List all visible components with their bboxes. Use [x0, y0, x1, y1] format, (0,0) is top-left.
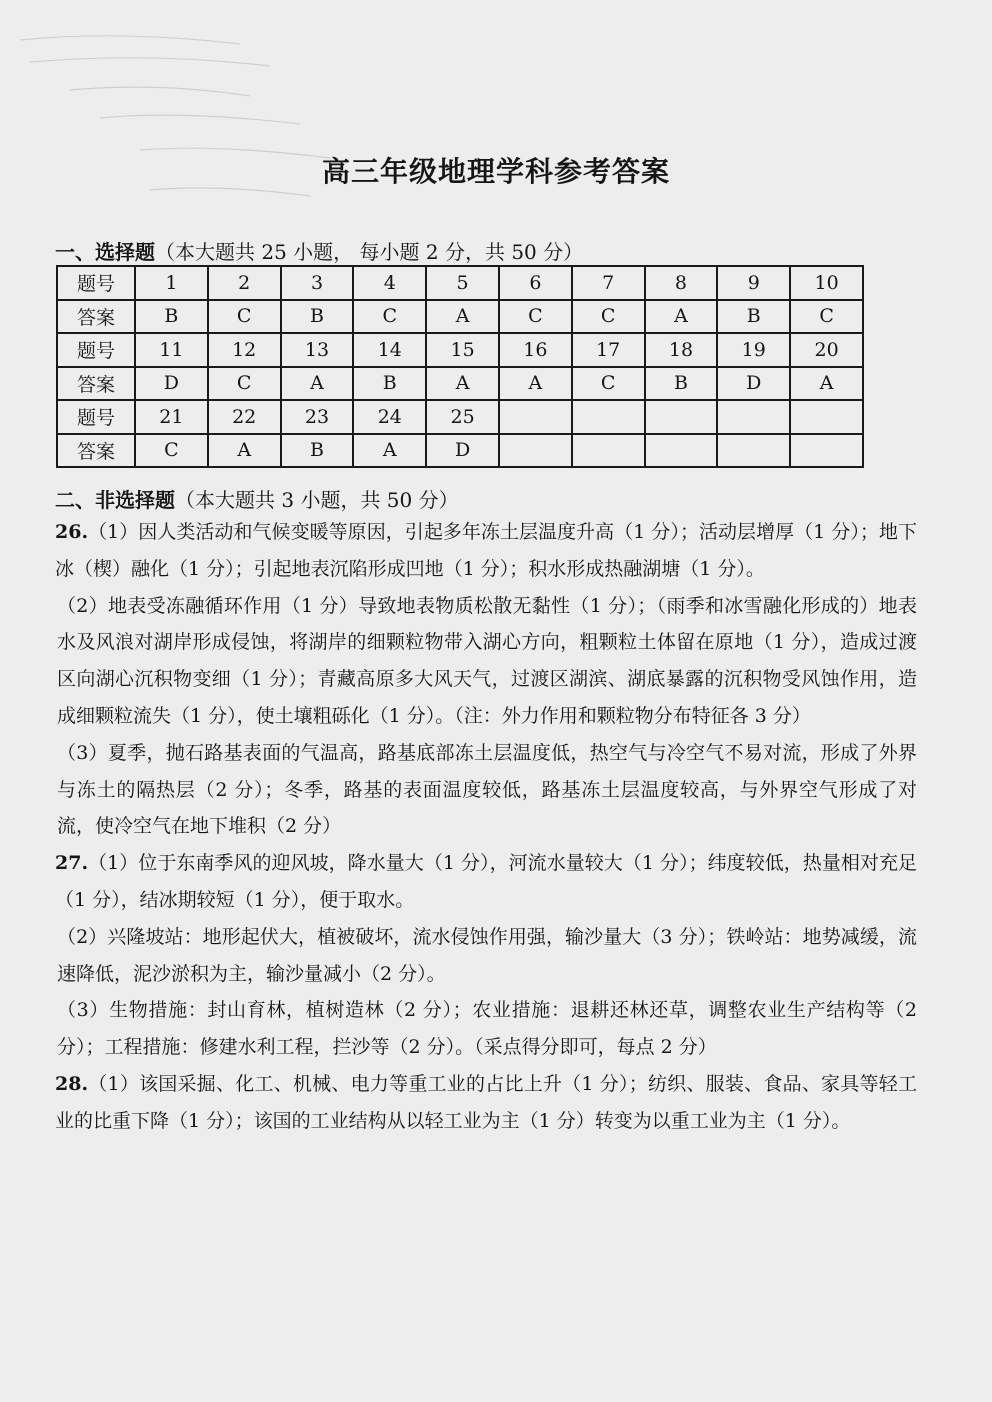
answer-cell: A — [426, 367, 499, 401]
answer-cell: D — [717, 367, 790, 401]
answer-cell: A — [281, 367, 354, 401]
question-number-cell: 18 — [645, 333, 718, 367]
question-number-cell: 13 — [281, 333, 354, 367]
answer-cell: A — [426, 300, 499, 334]
open-answers — [55, 514, 917, 1140]
question-number-cell: 23 — [281, 400, 354, 434]
answer-cell — [499, 434, 572, 468]
row-label-answer: 答案 — [57, 434, 135, 468]
question-number-cell: 25 — [426, 400, 499, 434]
answer-cell: A — [353, 434, 426, 468]
answer-cell: C — [790, 300, 863, 334]
answer-cell: C — [353, 300, 426, 334]
answer-cell: B — [281, 434, 354, 468]
question-number-row — [57, 266, 863, 300]
answer-cell — [572, 434, 645, 468]
row-label-answer: 答案 — [57, 300, 135, 334]
answer-text: （1）该国采掘、化工、机械、电力等重工业的占比上升（1 分）；纺织、服装、食品、家具等轻工业的比重下降（1 分）；该国的工业结构从以轻工业为主（1 分）转变为以重工业为主（1 分）。 — [55, 1072, 917, 1132]
section-heading-label: 一、选择题 — [55, 240, 155, 264]
answer-cell: C — [499, 300, 572, 334]
section-heading-note: （本大题共 3 小题，共 50 分） — [175, 488, 459, 512]
question-number: 26. — [55, 521, 89, 543]
question-number-cell — [499, 400, 572, 434]
question-number-cell: 20 — [790, 333, 863, 367]
answer-28-part1 — [55, 1066, 917, 1140]
row-label-number: 题号 — [57, 266, 135, 300]
question-number-cell: 4 — [353, 266, 426, 300]
answer-cell: C — [572, 367, 645, 401]
answer-cell: B — [353, 367, 426, 401]
answer-cell: B — [135, 300, 208, 334]
question-number-cell: 11 — [135, 333, 208, 367]
page-title: 高三年级地理学科参考答案 — [321, 155, 670, 188]
question-number-cell — [572, 400, 645, 434]
question-number-cell: 8 — [645, 266, 718, 300]
answer-cell: C — [572, 300, 645, 334]
question-number-cell: 17 — [572, 333, 645, 367]
answer-cell: B — [717, 300, 790, 334]
answer-cell: D — [426, 434, 499, 468]
question-number-cell: 14 — [353, 333, 426, 367]
answer-cell: A — [499, 367, 572, 401]
answer-cell: B — [645, 367, 718, 401]
question-number-cell: 21 — [135, 400, 208, 434]
row-label-answer: 答案 — [57, 367, 135, 401]
question-number-cell: 6 — [499, 266, 572, 300]
answer-cell: C — [135, 434, 208, 468]
question-number-cell: 1 — [135, 266, 208, 300]
section-heading-choice — [55, 236, 583, 265]
answer-26-part3: （3）夏季，抛石路基表面的气温高，路基底部冻土层温度低，热空气与冷空气不易对流，形成了外界与冻土的隔热层（2 分）；冬季，路基的表面温度较低，路基冻土层温度较高，与外界空气形成了对流，使冷空气在地下堆积（2 分） — [57, 741, 917, 838]
question-number-row — [57, 400, 863, 434]
question-number-cell: 2 — [208, 266, 281, 300]
answer-cell — [717, 434, 790, 468]
answer-cell — [790, 434, 863, 468]
row-label-number: 题号 — [57, 400, 135, 434]
question-number-cell: 10 — [790, 266, 863, 300]
answer-cell: A — [645, 300, 718, 334]
answer-table — [56, 265, 864, 468]
answer-text: （1）因人类活动和气候变暖等原因，引起多年冻土层温度升高（1 分）；活动层增厚（1 分）；地下冰（楔）融化（1 分）；引起地表沉陷形成凹地（1 分）；积水形成热融湖塘（1 分）。 — [55, 521, 917, 580]
answer-27-part3: （3）生物措施：封山育林，植树造林（2 分）；农业措施：退耕还林还草，调整农业生产结构等（2 分）；工程措施：修建水利工程，拦沙等（2 分）。（采点得分即可，每点 2 分） — [57, 999, 917, 1059]
answer-cell: A — [790, 367, 863, 401]
answer-cell: C — [208, 367, 281, 401]
question-number-cell: 3 — [281, 266, 354, 300]
answer-table-body — [57, 266, 863, 467]
section-heading-label: 二、非选择题 — [55, 488, 175, 512]
section-heading-open — [55, 484, 459, 513]
faint-background-marks — [0, 0, 360, 240]
question-number-row — [57, 333, 863, 367]
answer-cell: D — [135, 367, 208, 401]
answer-cell: A — [208, 434, 281, 468]
answer-27-part2: （2）兴隆坡站：地形起伏大，植被破坏，流水侵蚀作用强，输沙量大（3 分）；铁岭站：地势减缓，流速降低，泥沙淤积为主，输沙量减小（2 分）。 — [57, 925, 917, 985]
answer-26-part1 — [55, 514, 917, 588]
question-number-cell: 24 — [353, 400, 426, 434]
question-number-cell: 5 — [426, 266, 499, 300]
question-number-cell: 9 — [717, 266, 790, 300]
row-label-number: 题号 — [57, 333, 135, 367]
answer-cell: C — [208, 300, 281, 334]
answer-27-part1 — [55, 845, 917, 919]
question-number: 27. — [55, 852, 89, 875]
question-number-cell: 7 — [572, 266, 645, 300]
question-number-cell: 19 — [717, 333, 790, 367]
answer-text: （1）位于东南季风的迎风坡，降水量大（1 分），河流水量较大（1 分）；纬度较低，热量相对充足（1 分），结冰期较短（1 分），便于取水。 — [55, 852, 917, 911]
question-number-cell — [645, 400, 718, 434]
question-number: 28. — [55, 1072, 89, 1095]
question-number-cell — [717, 400, 790, 434]
answer-cell: B — [281, 300, 354, 334]
answer-letter-row — [57, 434, 863, 468]
answer-letter-row — [57, 300, 863, 334]
question-number-cell: 16 — [499, 333, 572, 367]
answer-cell — [645, 434, 718, 468]
question-number-cell: 15 — [426, 333, 499, 367]
answer-letter-row — [57, 367, 863, 401]
answer-26-part2: （2）地表受冻融循环作用（1 分）导致地表物质松散无黏性（1 分）；（雨季和冰雪融化形成的）地表水及风浪对湖岸形成侵蚀，将湖岸的细颗粒物带入湖心方向，粗颗粒土体留在原地（1 分），造成过渡区向湖心沉积物变细（1 分）；青藏高原多大风天气，过渡区湖滨、湖底暴露的沉积物受风蚀作用，造成细颗粒流失（1 分），使土壤粗砾化（1 分）。（注：外力作用和颗粒物分布特征各 3 分） — [57, 594, 917, 727]
question-number-cell: 12 — [208, 333, 281, 367]
question-number-cell: 22 — [208, 400, 281, 434]
question-number-cell — [790, 400, 863, 434]
section-heading-note: （本大题共 25 小题， 每小题 2 分，共 50 分） — [155, 240, 584, 264]
